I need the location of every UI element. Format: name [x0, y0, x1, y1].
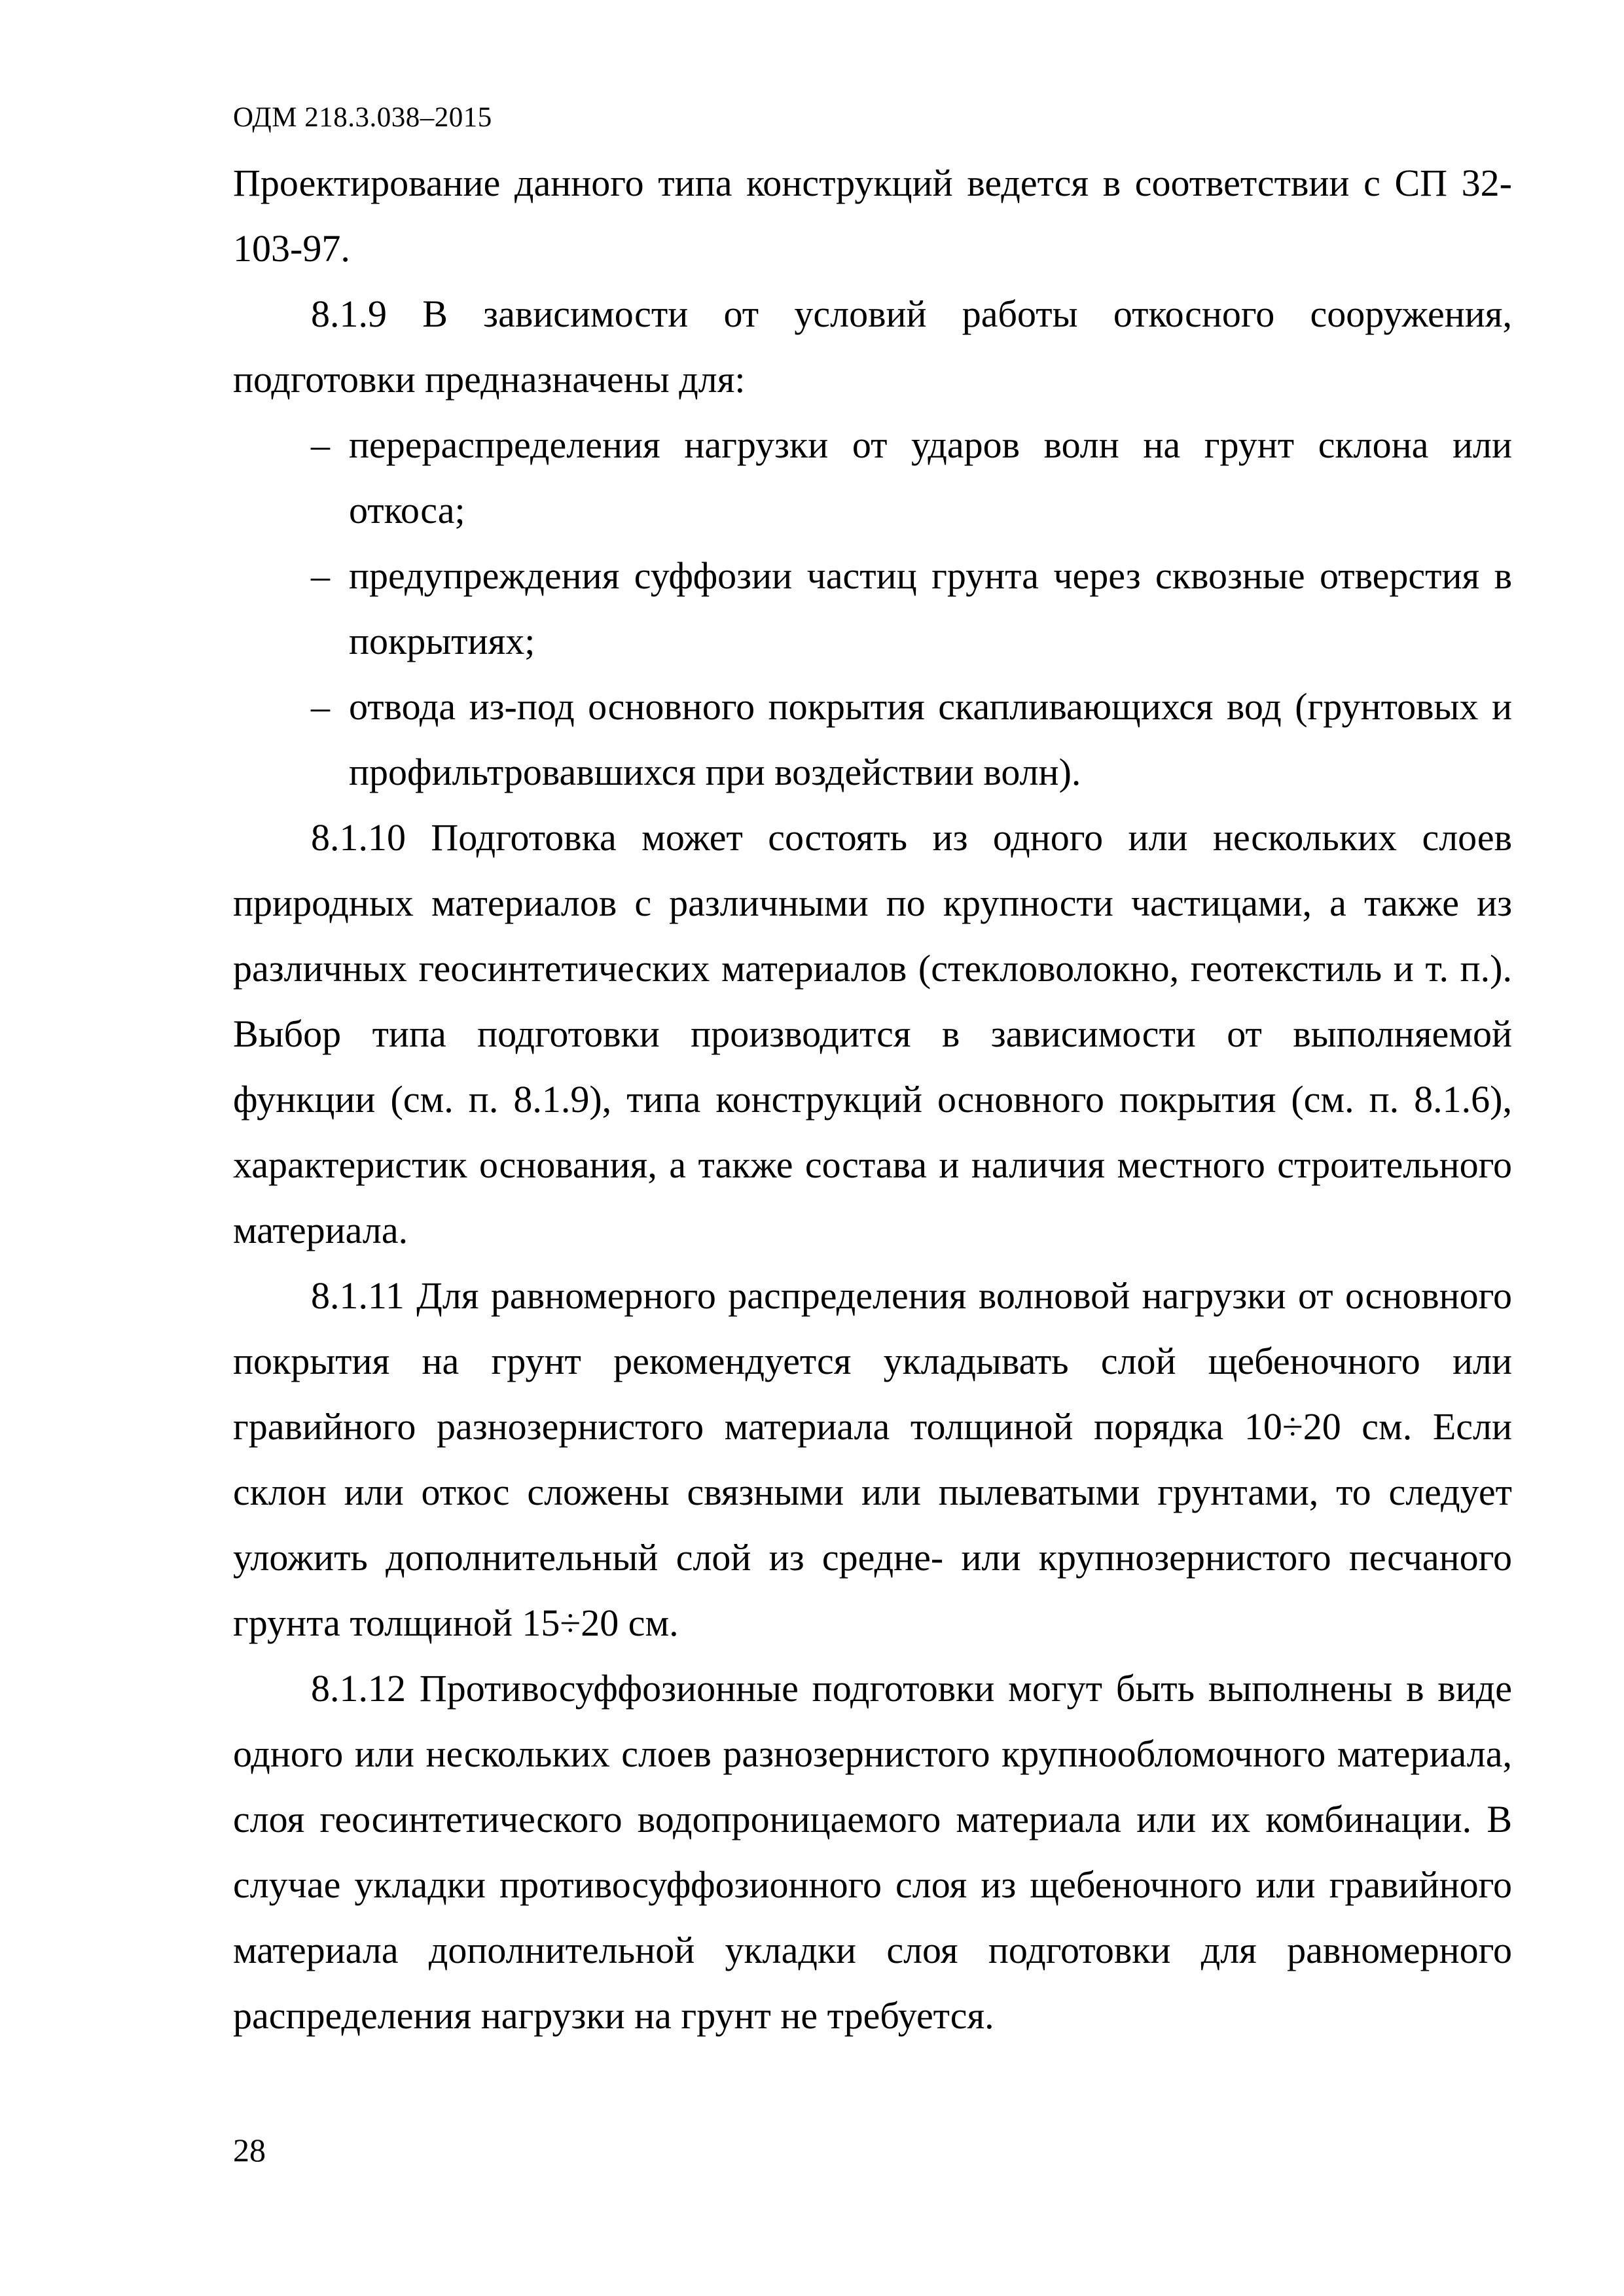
document-code: ОДМ 218.3.038–2015	[233, 102, 492, 133]
list-item-text: предупреждения суффозии частиц грунта через сквозные отверстия в покрытиях;	[349, 554, 1512, 662]
list-item-text: отвода из-под основного покрытия скапливающихся вод (грунтовых и профильтровавшихся при воздействии волн).	[349, 685, 1512, 793]
list-item	[233, 543, 1512, 674]
list-marker: –	[311, 554, 330, 597]
document-body	[233, 151, 1512, 2049]
list-item	[233, 412, 1512, 543]
page-number: 28	[233, 2132, 266, 2168]
list-item	[233, 674, 1512, 805]
list-marker: –	[311, 423, 330, 466]
list-8-1-9	[233, 412, 1512, 805]
paragraph-8-1-10: 8.1.10 Подготовка может состоять из одного или нескольких слоев природных материалов с различными по крупности частицами, а также из различных геосинтетических материалов (стекловолокно, геотекстиль и т. п.). Выбор типа подготовки производится в зависимости от выполняемой функции (см. п. 8.1.9), типа конструкций основного покрытия (см. п. 8.1.6), характеристик основания, а также состава и наличия местного строительного материала.	[233, 816, 1512, 1251]
paragraph-8-1-12: 8.1.12 Противосуффозионные подготовки могут быть выполнены в виде одного или нескольких слоев разнозернистого крупнообломочного материала, слоя геосинтетического водопроницаемого материала или их комбинации. В случае укладки противосуффозионного слоя из щебеночного или гравийного материала дополнительной укладки слоя подготовки для равномерного распределения нагрузки на грунт не требуется.	[233, 1667, 1512, 2037]
list-item-text: перераспределения нагрузки от ударов волн на грунт склона или откоса;	[349, 423, 1512, 531]
paragraph-intro: Проектирование данного типа конструкций ведется в соответствии с СП 32-103-97.	[233, 162, 1512, 270]
paragraph-8-1-11: 8.1.11 Для равномерного распределения волновой нагрузки от основного покрытия на грунт рекомендуется укладывать слой щебеночного или гравийного разнозернистого материала толщиной порядка 10÷20 см. Если склон или откос сложены связными или пылеватыми грунтами, то следует уложить дополнительный слой из средне- или крупнозернистого песчаного грунта толщиной 15÷20 см.	[233, 1274, 1512, 1644]
list-marker: –	[311, 685, 330, 728]
paragraph-8-1-9: 8.1.9 В зависимости от условий работы откосного сооружения, подготовки предназначены для:	[233, 293, 1512, 401]
